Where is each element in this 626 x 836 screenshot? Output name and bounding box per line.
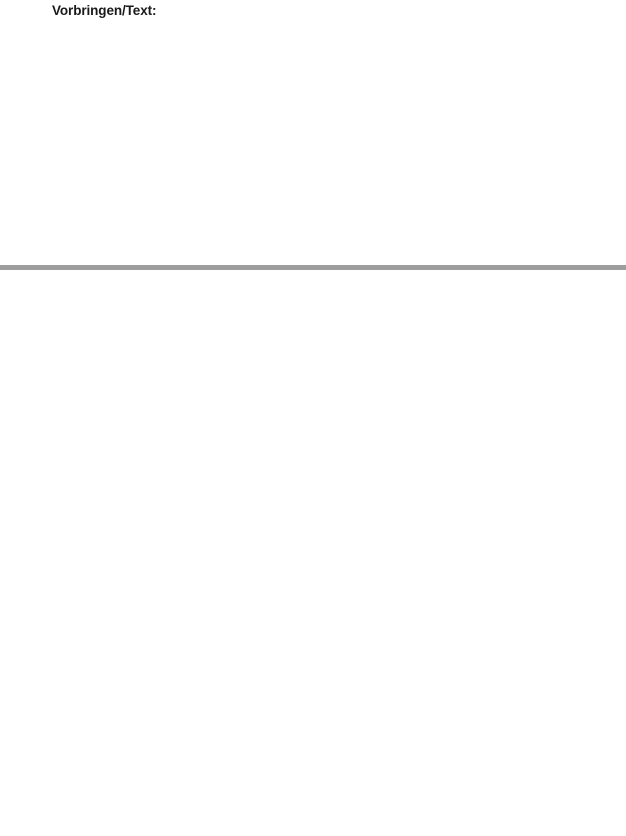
section-divider	[0, 265, 626, 270]
page-title: Vorbringen/Text:	[52, 3, 157, 18]
